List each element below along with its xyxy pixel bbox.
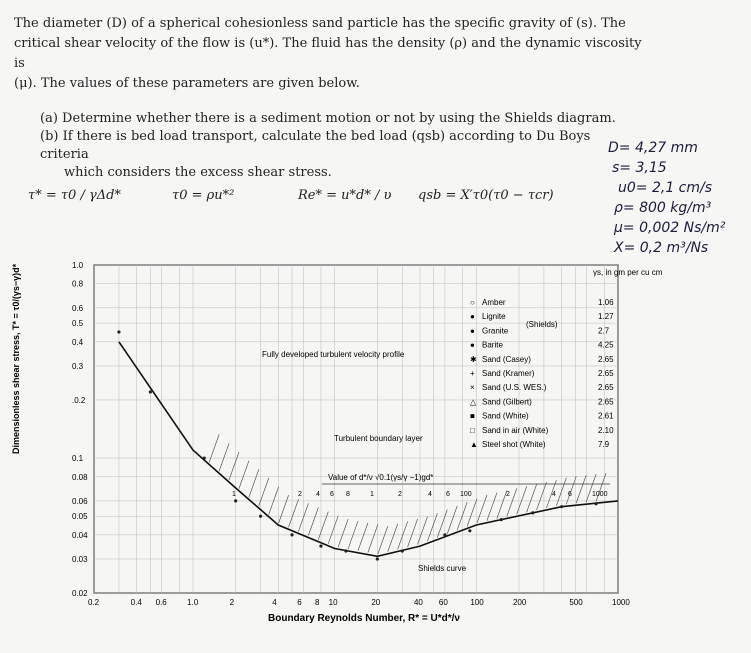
hatch-line xyxy=(338,519,348,547)
hatch-line xyxy=(576,475,586,503)
x-axis-label: Boundary Reynolds Number, R* = U*d*/ν xyxy=(268,613,460,624)
annotation-turbulent-layer: Turbulent boundary layer xyxy=(334,434,423,443)
problem-line-2: critical shear velocity of the flow is (u*). The fluid has the density (ρ) and the dynamic viscosity is xyxy=(14,36,642,71)
hatch-line xyxy=(229,452,239,480)
legend-name: Granite xyxy=(482,326,509,336)
data-point xyxy=(344,549,347,552)
hand-specific-gravity: s= 3,15 xyxy=(612,160,667,176)
equation-reynolds: Re* = u*d* / υ xyxy=(298,188,392,203)
data-point xyxy=(531,511,534,514)
x-tick-label: 500 xyxy=(569,598,583,607)
legend-symbol: ▲ xyxy=(470,440,478,449)
hatch-line xyxy=(427,513,437,541)
scale-label: 2 xyxy=(398,491,402,498)
hatch-line xyxy=(417,517,427,545)
hatch-line xyxy=(388,524,398,552)
x-tick-label: 0.2 xyxy=(88,598,100,607)
legend-symbol: △ xyxy=(470,397,477,407)
y-tick-label: 0.8 xyxy=(72,279,84,289)
hatch-line xyxy=(556,478,566,506)
x-tick-label: 20 xyxy=(371,598,381,607)
legend-name: Sand in air (White) xyxy=(482,425,549,435)
legend-name: Sand (Gilbert) xyxy=(482,397,532,407)
x-tick-label: 200 xyxy=(512,598,527,607)
problem-line-3: (μ). The values of these parameters are given below. xyxy=(14,76,360,91)
hatch-line xyxy=(437,510,447,538)
legend-symbol: + xyxy=(470,369,475,378)
hand-coefficient: X= 0,2 m³/Ns xyxy=(614,240,709,256)
data-point xyxy=(290,533,293,536)
legend-value: 4.25 xyxy=(598,340,614,350)
x-tick-label: 40 xyxy=(413,598,423,607)
question-parts xyxy=(40,110,630,182)
legend-value: 2.65 xyxy=(598,383,614,393)
data-point xyxy=(203,456,206,459)
scale-label: 1 xyxy=(232,491,236,498)
shields-diagram xyxy=(0,255,751,649)
legend-name: Sand (Kramer) xyxy=(482,369,535,378)
legend-header: γs, in gm per cu cm xyxy=(593,268,663,277)
y-tick-label: 0.08 xyxy=(72,472,88,482)
equation-dimensionless-shear: τ* = τ0 / γΔd* xyxy=(28,188,121,203)
legend-name: Lignite xyxy=(482,312,506,322)
x-tick-label: 0.6 xyxy=(155,598,167,607)
hatch-line xyxy=(537,482,547,510)
legend-value: 2.65 xyxy=(598,354,614,364)
data-point xyxy=(319,544,322,547)
legend-name: Barite xyxy=(482,340,503,350)
hand-shear-velocity: u0= 2,1 cm/s xyxy=(618,180,713,196)
hatch-line xyxy=(378,526,388,554)
legend-symbol: ○ xyxy=(470,298,475,307)
scale-label: 4 xyxy=(428,491,432,498)
legend-name: Steel shot (White) xyxy=(482,440,546,449)
legend-symbol: ● xyxy=(470,326,475,336)
legend-name: Sand (Casey) xyxy=(482,354,531,364)
scale-label: 6 xyxy=(330,491,334,498)
legend-name: Sand (U.S. WES.) xyxy=(482,383,547,393)
hatch-line xyxy=(308,508,318,536)
hatch-line xyxy=(239,461,249,489)
part-b: (b) If there is bed load transport, calculate the bed load (qsb) according to Du Boys criteria xyxy=(40,129,591,162)
hatch-line xyxy=(467,498,477,526)
scale-label: 2 xyxy=(298,491,302,498)
legend-symbol: ✱ xyxy=(470,354,477,364)
hatch-line xyxy=(408,519,418,547)
data-point xyxy=(259,515,262,518)
scale-label: 100 xyxy=(460,491,472,498)
part-b-cont: which considers the excess shear stress. xyxy=(64,165,332,180)
y-tick-label: 0.3 xyxy=(72,361,84,371)
y-tick-label: 0.1 xyxy=(72,454,84,464)
hatch-line xyxy=(219,443,229,471)
hatch-line xyxy=(318,512,328,540)
hatch-line xyxy=(487,493,497,521)
part-a: (a) Determine whether there is a sediment motion or not by using the Shields diagram. xyxy=(40,111,616,126)
hatch-line xyxy=(249,469,259,497)
scale-label: 1 xyxy=(370,491,374,498)
scale-label: 6 xyxy=(446,491,450,498)
hatch-line xyxy=(368,525,378,553)
annotation-shields-curve: Shields curve xyxy=(418,564,467,573)
hatch-line xyxy=(328,516,338,544)
legend-value: 1.06 xyxy=(598,298,614,307)
hatch-line xyxy=(517,486,527,514)
hatch-line xyxy=(398,521,408,549)
legend-value: 1.27 xyxy=(598,312,614,322)
hatch-line xyxy=(358,523,368,551)
legend-symbol: ● xyxy=(470,312,475,322)
y-tick-label: 0.02 xyxy=(72,589,88,598)
legend-value: 2.10 xyxy=(598,425,614,435)
annotation-turbulent-velocity: Fully developed turbulent velocity profile xyxy=(262,350,405,359)
y-tick-label: 0.6 xyxy=(72,303,84,313)
annotation-value-of: Value of d*/ν √0.1(γs/γ −1)gd* xyxy=(328,473,434,482)
x-tick-label: 1.0 xyxy=(187,598,199,607)
data-point xyxy=(443,533,446,536)
legend-name: Amber xyxy=(482,298,506,307)
legend-value: 2.65 xyxy=(598,369,614,378)
data-point xyxy=(376,557,379,560)
problem-line-1: The diameter (D) of a spherical cohesionless sand particle has the specific gravity of (s). The xyxy=(14,16,626,31)
x-tick-label: 10 xyxy=(328,598,338,607)
hatch-line xyxy=(259,478,269,506)
y-tick-label: 0.06 xyxy=(72,496,88,506)
problem-statement xyxy=(14,14,654,94)
legend-value: 2.65 xyxy=(598,397,614,407)
x-tick-label: 60 xyxy=(438,598,448,607)
x-tick-label: 1000 xyxy=(612,598,630,607)
scale-label: 6 xyxy=(568,491,572,498)
legend-name: Sand (White) xyxy=(482,411,529,421)
y-tick-label: 0.04 xyxy=(72,530,88,540)
hand-diameter: D= 4,27 mm xyxy=(608,140,698,156)
data-point xyxy=(500,518,503,521)
equation-shear-stress: τ0 = ρu*² xyxy=(172,188,235,203)
y-tick-label: 0.4 xyxy=(72,337,84,347)
hand-density: ρ= 800 kg/m³ xyxy=(614,200,712,216)
legend-value: 2.61 xyxy=(598,411,614,421)
legend-symbol: □ xyxy=(470,425,475,435)
data-point xyxy=(468,529,471,532)
y-tick-label: 0.5 xyxy=(72,319,84,329)
scale-label: 4 xyxy=(316,491,320,498)
scale-label: 2 xyxy=(506,491,510,498)
scale-label: 1000 xyxy=(592,491,608,498)
x-tick-label: 6 xyxy=(297,598,302,607)
data-point xyxy=(234,499,237,502)
data-point xyxy=(560,505,563,508)
x-tick-label: 0.4 xyxy=(130,598,142,607)
legend-symbol: ■ xyxy=(470,411,475,421)
equation-bed-load: qsb = X′τ0(τ0 − τcr) xyxy=(418,188,554,203)
hatch-line xyxy=(279,495,289,523)
y-axis-label: Dimensionless shear stress, T* = τ0/(γs−γ)d* xyxy=(11,263,21,454)
shields-diagram-svg xyxy=(0,255,751,649)
annotation-shields-label: (Shields) xyxy=(526,320,558,329)
x-tick-label: 8 xyxy=(314,598,320,607)
hatch-line xyxy=(527,484,537,512)
y-tick-label: .0.2 xyxy=(72,395,86,405)
hatch-line xyxy=(477,495,487,523)
data-point xyxy=(117,330,120,333)
data-point xyxy=(149,390,152,393)
data-point xyxy=(401,549,404,552)
shields-curve-line xyxy=(119,342,618,557)
hatch-line xyxy=(447,506,457,534)
scale-label: 4 xyxy=(552,491,556,498)
hand-viscosity: μ= 0,002 Ns/m² xyxy=(614,220,726,236)
legend-value: 2.7 xyxy=(598,326,610,336)
legend-value: 7.9 xyxy=(598,440,610,449)
y-tick-label: 1.0 xyxy=(72,261,84,270)
hatch-line xyxy=(289,499,299,527)
motion-band xyxy=(209,434,606,554)
x-tick-label: 100 xyxy=(470,598,484,607)
x-tick-label: 2 xyxy=(229,598,235,607)
legend-symbol: × xyxy=(470,383,475,393)
y-tick-label: 0.05 xyxy=(72,512,88,522)
scale-label: 8 xyxy=(346,491,350,498)
x-tick-label: 4 xyxy=(272,598,277,607)
legend-symbol: ● xyxy=(470,340,475,350)
y-tick-label: 0.03 xyxy=(72,555,88,565)
data-point xyxy=(594,502,597,505)
